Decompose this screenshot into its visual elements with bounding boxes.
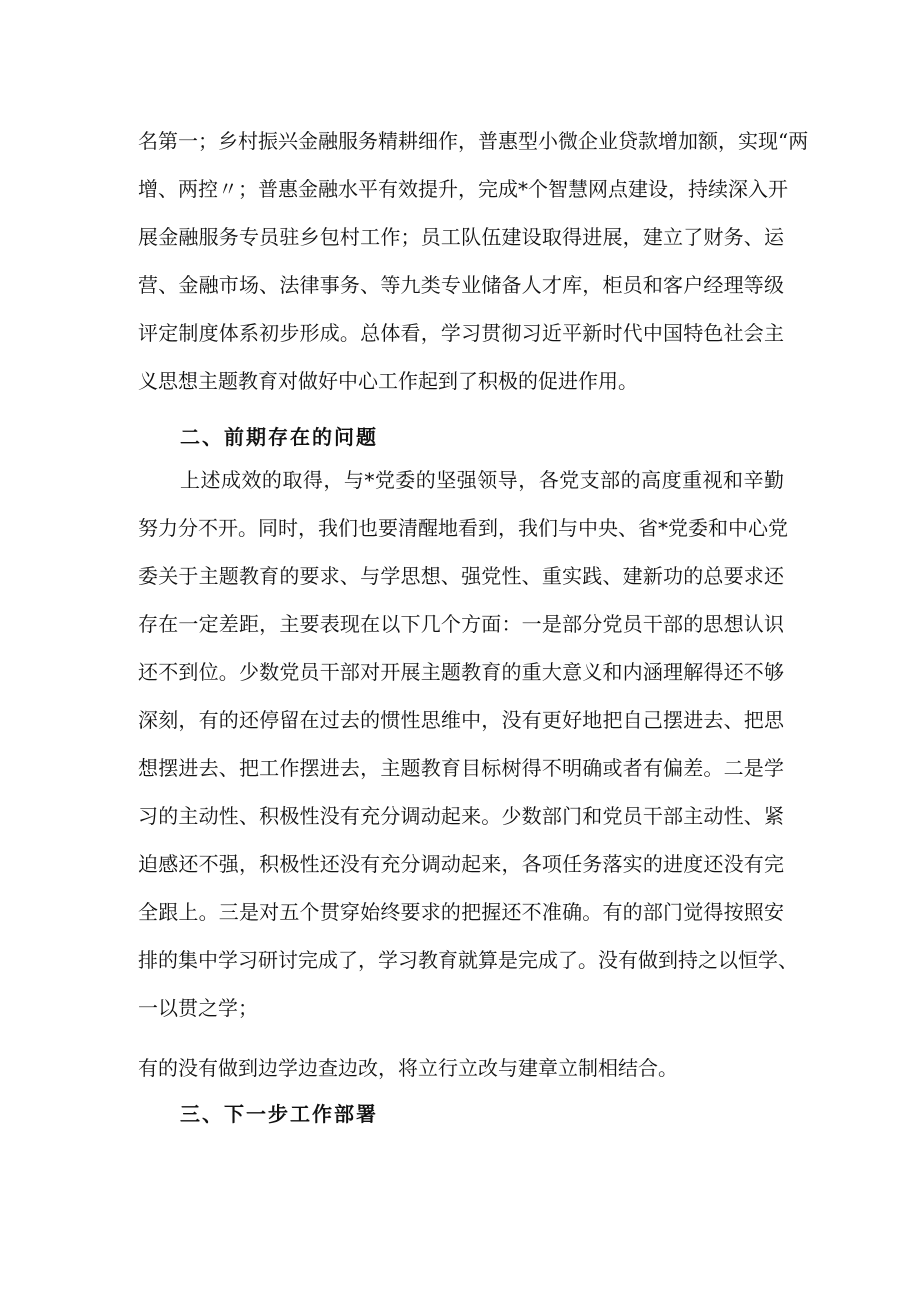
text-line: 一以贯之学；	[138, 996, 258, 1020]
paragraph-achievements	[138, 117, 809, 405]
text-line: 委关于主题教育的要求、与学思想、强党性、重实践、建新功的总要求还	[138, 564, 784, 588]
text-line: 增、两控〃；普惠金融水平有效提升，完成*个智慧网点建设，持续深入开	[138, 177, 788, 201]
paragraph-continuation: 有的没有做到边学边查边改，将立行立改与建章立制相结合。	[138, 1056, 678, 1080]
text-line: 名第一；乡村振兴金融服务精耕细作，普惠型小微企业贷款增加额，实现“两	[138, 129, 809, 153]
text-line: 展金融服务专员驻乡包村工作；员工队伍建设取得进展，建立了财务、运	[138, 225, 784, 249]
text-line: 习的主动性、积极性没有充分调动起来。少数部门和党员干部主动性、紧	[138, 804, 784, 828]
text-line: 迫感还不强，积极性还没有充分调动起来，各项任务落实的进度还没有完	[138, 852, 784, 876]
text-line: 想摆进去、把工作摆进去，主题教育目标树得不明确或者有偏差。二是学	[138, 756, 784, 780]
section-heading-next-steps: 三、下一步工作部署	[180, 1102, 378, 1126]
text-line: 营、金融市场、法律事务、等九类专业储备人才库，柜员和客户经理等级	[138, 273, 784, 297]
text-line: 努力分不开。同时，我们也要清醒地看到，我们与中央、省*党委和中心党	[138, 516, 788, 540]
paragraph-problems	[138, 456, 798, 1032]
text-line: 评定制度体系初步形成。总体看，学习贯彻习近平新时代中国特色社会主	[138, 321, 784, 345]
text-line: 排的集中学习研讨完成了，学习教育就算是完成了。没有做到持之以恒学、	[138, 948, 798, 972]
text-line: 还不到位。少数党员干部对开展主题教育的重大意义和内涵理解得还不够	[138, 660, 784, 684]
text-line: 上述成效的取得，与*党委的坚强领导，各党支部的高度重视和辛勤	[180, 468, 784, 492]
section-heading-problems: 二、前期存在的问题	[180, 425, 378, 449]
text-line: 存在一定差距，主要表现在以下几个方面：一是部分党员干部的思想认识	[138, 612, 784, 636]
text-line: 深刻，有的还停留在过去的惯性思维中，没有更好地把自己摆进去、把思	[138, 708, 784, 732]
text-line: 义思想主题教育对做好中心工作起到了积极的促进作用。	[138, 369, 638, 393]
text-line: 全跟上。三是对五个贯穿始终要求的把握还不准确。有的部门觉得按照安	[138, 900, 784, 924]
